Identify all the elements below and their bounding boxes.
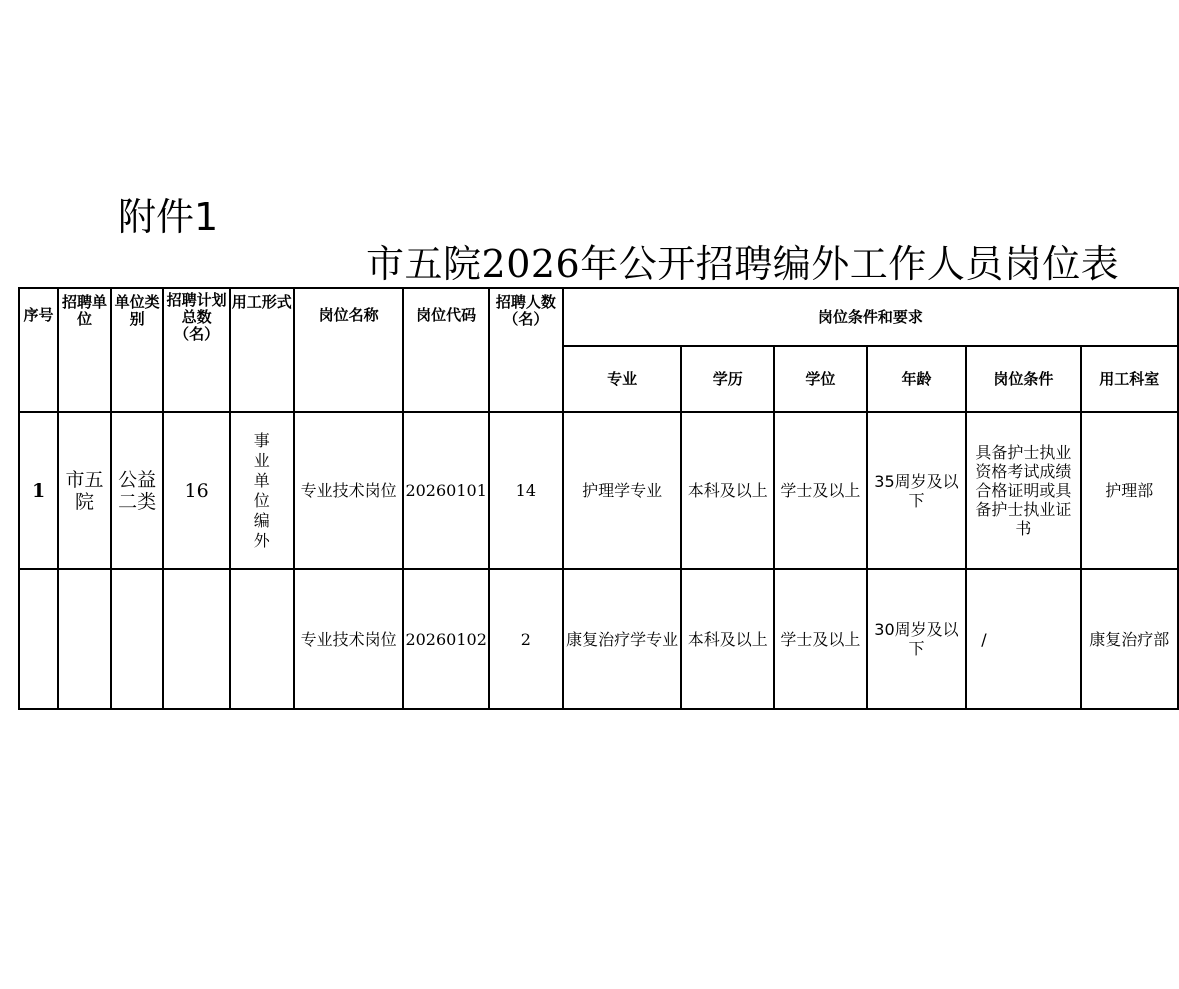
cell-headcount: 14 <box>489 412 563 569</box>
cell-employment-form <box>230 412 294 569</box>
header-position-name: 岗位名称 <box>294 288 404 412</box>
cell-conditions: 具备护士执业资格考试成绩合格证明或具备护士执业证书 <box>966 412 1080 569</box>
header-requirements-group: 岗位条件和要求 <box>563 288 1178 346</box>
title-year: 2026 <box>481 242 581 286</box>
header-education: 学历 <box>681 346 774 412</box>
cell-department: 康复治疗部 <box>1081 569 1179 709</box>
cell-major: 康复治疗学专业 <box>563 569 682 709</box>
cell-unit-type-empty <box>111 569 164 709</box>
header-employment-form: 用工形式 <box>230 288 294 412</box>
header-age: 年龄 <box>867 346 967 412</box>
header-headcount: 招聘人数（名） <box>489 288 563 412</box>
table-row <box>19 569 1178 709</box>
page-title <box>366 238 1119 290</box>
attachment-label: 附件1 <box>118 195 219 239</box>
table-row <box>19 412 1178 569</box>
cell-education: 本科及以上 <box>681 569 774 709</box>
cell-unit-empty <box>58 569 111 709</box>
cell-employment-form-empty <box>230 569 294 709</box>
header-department: 用工科室 <box>1081 346 1179 412</box>
header-major: 专业 <box>563 346 682 412</box>
cell-age: 30周岁及以下 <box>867 569 967 709</box>
cell-age: 35周岁及以下 <box>867 412 967 569</box>
title-prefix: 市五院 <box>366 242 482 286</box>
header-conditions: 岗位条件 <box>966 346 1080 412</box>
cell-degree: 学士及以上 <box>774 412 867 569</box>
header-seq: 序号 <box>19 288 58 412</box>
cell-degree: 学士及以上 <box>774 569 867 709</box>
positions-table <box>18 287 1179 710</box>
cell-department: 护理部 <box>1081 412 1179 569</box>
cell-unit-type: 公益二类 <box>111 412 164 569</box>
header-row <box>19 288 1178 346</box>
cell-position-name: 专业技术岗位 <box>294 412 404 569</box>
cell-major: 护理学专业 <box>563 412 682 569</box>
cell-plan-total: 16 <box>163 412 229 569</box>
cell-position-code: 20260101 <box>403 412 488 569</box>
header-position-code: 岗位代码 <box>403 288 488 412</box>
header-unit: 招聘单位 <box>58 288 111 412</box>
cell-seq: 1 <box>19 412 58 569</box>
employment-form-text: 事业单位编外 <box>253 430 270 550</box>
cell-plan-total-empty <box>163 569 229 709</box>
cell-seq-empty <box>19 569 58 709</box>
header-plan-total: 招聘计划总数（名） <box>163 288 229 412</box>
cell-position-code: 20260102 <box>403 569 488 709</box>
cell-education: 本科及以上 <box>681 412 774 569</box>
cell-headcount: 2 <box>489 569 563 709</box>
cell-unit: 市五院 <box>58 412 111 569</box>
cell-conditions: / <box>966 569 1080 709</box>
cell-position-name: 专业技术岗位 <box>294 569 404 709</box>
title-suffix: 年公开招聘编外工作人员岗位表 <box>580 242 1120 286</box>
header-unit-type: 单位类别 <box>111 288 164 412</box>
header-degree: 学位 <box>774 346 867 412</box>
